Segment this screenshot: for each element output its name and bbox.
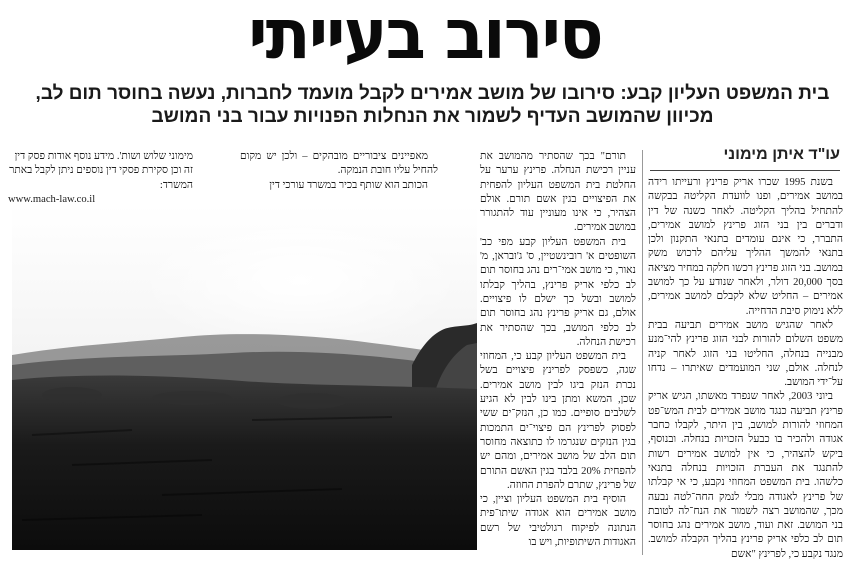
paragraph: מאפיינים ציבוריים מובהקים – ולכן יש מקום להחיל עליו חובת הנמקה. <box>240 151 438 177</box>
column-divider <box>642 150 643 555</box>
article-column-1 <box>648 176 843 560</box>
author-note: הכותב הוא שותף בכיר במשרד עורכי דין <box>269 179 428 191</box>
article-column-2 <box>480 150 636 555</box>
byline: עו"ד איתן מימוני <box>723 146 840 163</box>
paragraph: בית המשפט העליון קבע מפי כב' השופטים א' רובינשטיין, ס' ג'ובראן, מ' נאור, כי מושב אמי־רים נהג בחוסר תום לב כלפי אריק פרינץ, בהליך קבלתו למושב ובשל כך ישלם לו פיצויים. אולם, גם אריק פרינץ נהג בחוסר תום לב כלפי המושב, בכך שהסתיר את רכישת הנחלה. <box>480 236 636 348</box>
article-column-4 <box>8 150 193 207</box>
subheadline: בית המשפט העליון קבע: סירובו של מושב אמירים לקבל מועמד לחברות, נעשה בחוסר תום לב, מכיוון שהמושב העדיף לשמור את הנחלות הפנויות עבור בני המושב <box>35 83 830 127</box>
article-column-3 <box>240 150 438 198</box>
website-link[interactable]: www.mach-law.co.il <box>8 193 96 205</box>
paragraph: לאחר שהגיש מושב אמירים תביעה בבית משפט השלום להורות לבני הזוג פרינץ להי־מנע מבנייה בנחלה, החליטו בני הזוג לאחר קניה לנחלה. אולם, שני המועמדים שאיתרו – נדחו על־ידי המושב. <box>648 319 843 389</box>
paragraph: תורם" בכך שהסתיר מהמושב את עניין רכישת הנחלה. פרינץ ערער על החלטת בית המשפט העליון להפחית את הפיצויים בגין אשם תורם. אולם הצהיר, כי אינו מעוניין עוד להתגורר במושב אמירים. <box>480 151 636 234</box>
landscape-photo <box>12 205 477 550</box>
author-note-continued: מימוני שלוש ושות'. מידע נוסף אודות פסק דין זה וכן סקירת פסקי דין נוספים ניתן לקבל באתר המשרד: <box>9 151 193 191</box>
headline: סירוב בעייתי <box>248 0 602 75</box>
paragraph: הוסיף בית המשפט העליון וציין, כי מושב אמירים הוא אגודה שיתו־פית הנתונה לפיקוח רגולטיבי של רשם האגודות השיתופיות, ויש בו <box>480 494 636 549</box>
paragraph: בית המשפט העליון קבע כי, המחוזי שגה, כשפסק לפרינץ פיצויים בשל נכרת הנזק ביגו לבין מושב אמירים. שכן, המשא ומתן בינו לבין לא הגיע לשלבים סופיים. כמו כן, הנזק־ים ששי לפסוק לפרינץ הם פיצוי־ים התמכות בגין הנזקים שנגרמו לו כתוצאה מחוסר תום הלב של מושב אמירים, ומהם יש להפחית 20% בלבד בגין האשם התורם של פרינץ, שתרם להפרת החוזה. <box>480 351 636 491</box>
byline-rule <box>650 170 840 171</box>
paragraph: בשנת 1995 שכרו אריק פרינץ ורעייתו רידה במושב אמירים, ופנו לוועדת הקליטה בבקשה להתחיל בהליך הקליטה. לאחר כשנה של דין ודברים בין בני הזוג פרינץ למושב אמירים, התברר, כי אינם עומדים בתנאי התקנון ולכן בתנאי להמשך ההליך עליהם לרכוש משק במושב. בני הזוג פרינץ רכשו חלקה במחיר מציאה בסך 20,000 דולר, ולאחר שנודע על כך למושב אמירים – החליט שלא לקבלם למושב אמירים, ללא נימוק סיבת הדחייה. <box>648 177 843 317</box>
paragraph: ביוני 2003, לאחר שנפרד מאשתו, הגיש אריק פרינץ תביעה כנגד מושב אמירים לבית המש־פט המחוזי להורות למושב, בין היתר, לקבלו כחבר אגודה ולהכיר בו כבעל הזכויות בנחלה. ובנוסף, ביקש להצהיר, כי אין למושב אמירים רשות להתנגד את העברת הזכויות בנחלה בתנאי כלשהו. בית המשפט המחוזי נקבע, כי אי קבלתו של פרינץ לאגודה מבלי לנמק החה־לטה נבעה מכך, שהמושב רצה לשמור את הנח־לה לטובת בני המושב. זאת ועוד, מושב אמירים נהג בחוסר תום לב כלפי אריק פרינץ בהליך הקבלה למושב. מנגד נקבע כי, לפרינץ "אשם <box>648 391 843 560</box>
